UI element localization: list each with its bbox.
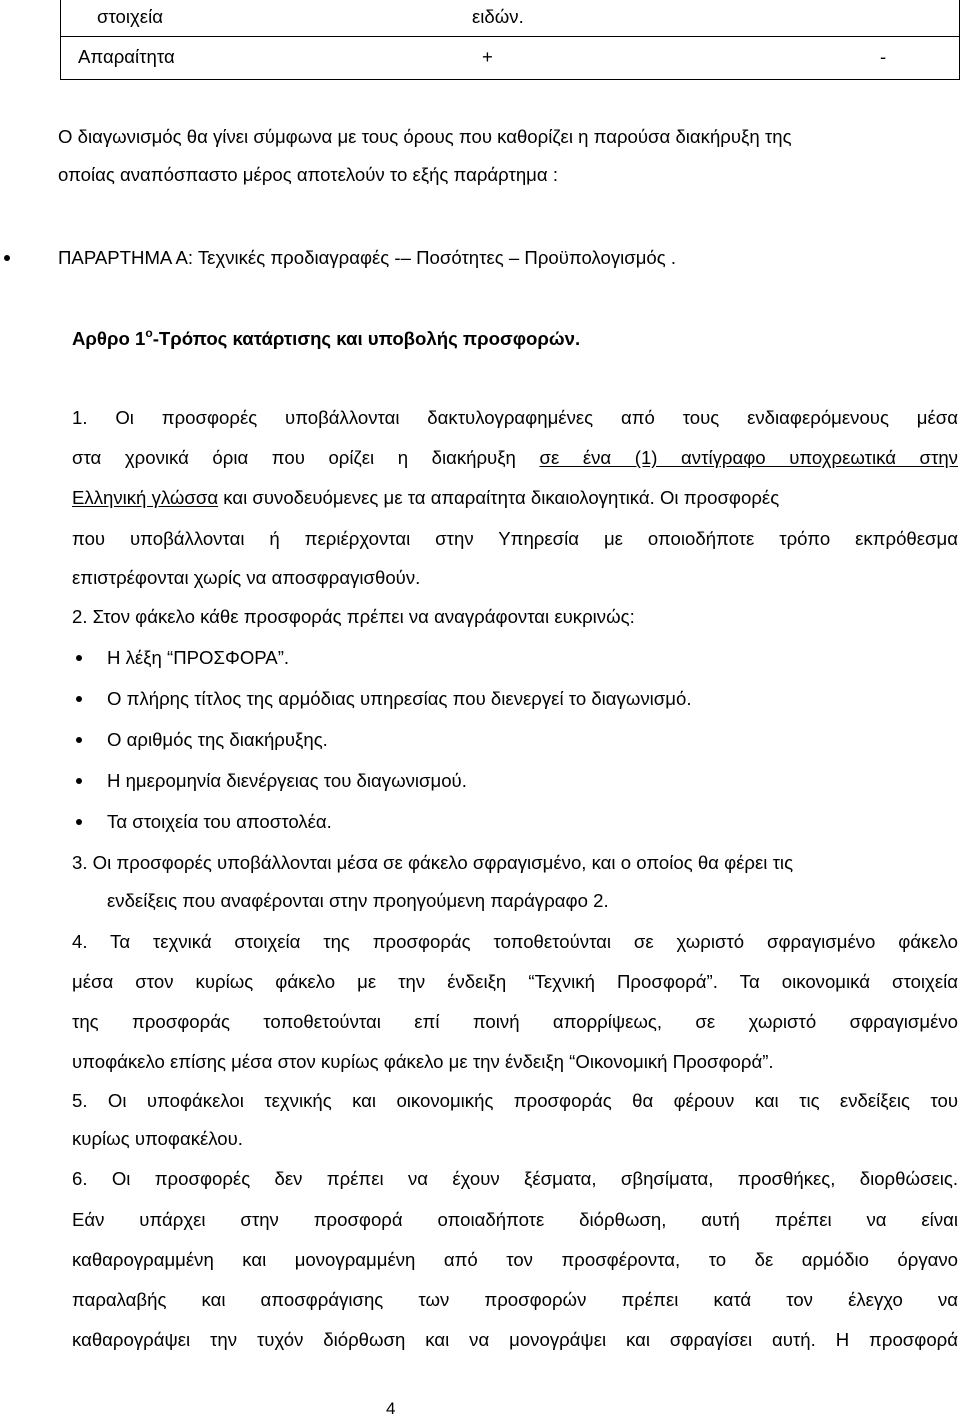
paragraph-6-line: καθαρογράψει την τυχόν διόρθωση και να μονογράψει και σφραγίσει αυτή. Η προσφορά	[72, 1329, 958, 1350]
bullet-icon	[76, 737, 82, 743]
intro-line: Ο διαγωνισμός θα γίνει σύμφωνα με τους όρους που καθορίζει η παρούσα διακήρυξη της	[58, 126, 792, 147]
bullet-icon	[76, 655, 82, 661]
paragraph-1-line: στα χρονικά όρια που ορίζει η διακήρυξη σε ένα (1) αντίγραφο υποχρεωτικά στην	[72, 447, 958, 468]
page-number: 4	[386, 1399, 396, 1418]
bullet-icon	[76, 696, 82, 702]
intro-line: οποίας αναπόσπαστο μέρος αποτελούν το εξής παράρτημα :	[58, 164, 558, 185]
bullet-icon	[76, 819, 82, 825]
paragraph-1-line: επιστρέφονται χωρίς να αποσφραγισθούν.	[72, 567, 421, 588]
list-item: Ο αριθμός της διακήρυξης.	[107, 729, 328, 750]
paragraph-1-line: που υποβάλλονται ή περιέρχονται στην Υπηρεσία με οποιοδήποτε τρόπο εκπρόθεσμα	[72, 528, 958, 549]
paragraph-4-line: μέσα στον κυρίως φάκελο με την ένδειξη “Τεχνική Προσφορά”. Τα οικονομικά στοιχεία	[72, 971, 958, 992]
bullet-icon	[4, 255, 10, 261]
paragraph-4-line: της προσφοράς τοποθετούνται επί ποινή απορρίψεως, σε χωριστό σφραγισμένο	[72, 1011, 958, 1032]
table-cell: στοιχεία	[97, 6, 163, 27]
paragraph-1-line: 1. Οι προσφορές υποβάλλονται δακτυλογραφημένες από τους ενδιαφερόμενους μέσα	[72, 407, 958, 428]
paragraph-5-line: 5. Οι υποφάκελοι τεχνικής και οικονομικής προσφοράς θα φέρουν και τις ενδείξεις του	[72, 1090, 958, 1111]
paragraph-4-line: 4. Τα τεχνικά στοιχεία της προσφοράς τοποθετούνται σε χωριστό σφραγισμένο φάκελο	[72, 931, 958, 952]
paragraph-3-line: ενδείξεις που αναφέρονται στην προηγούμενη παράγραφο 2.	[107, 890, 609, 911]
table-cell: ειδών.	[472, 6, 524, 27]
table-cell: -	[880, 46, 887, 67]
annex-item: ΠΑΡΑΡΤΗΜΑ Α: Τεχνικές προδιαγραφές -– Ποσότητες – Προϋπολογισμός .	[58, 247, 677, 268]
table-cell: +	[482, 46, 493, 67]
list-item: Η ημερομηνία διενέργειας του διαγωνισμού.	[107, 770, 467, 791]
paragraph-4-line: υποφάκελο επίσης μέσα στον κυρίως φάκελο με την ένδειξη “Οικονομική Προσφορά”.	[72, 1051, 774, 1072]
paragraph-2-title: 2. Στον φάκελο κάθε προσφοράς πρέπει να αναγράφονται ευκρινώς:	[72, 606, 635, 627]
list-item: Τα στοιχεία του αποστολέα.	[107, 811, 332, 832]
paragraph-6-line: καθαρογραμμένη και μονογραμμένη από τον προσφέροντα, το δε αρμόδιο όργανο	[72, 1249, 958, 1270]
paragraph-6-line: παραλαβής και αποσφράγισης των προσφορών πρέπει κατά τον έλεγχο να	[72, 1289, 958, 1310]
paragraph-5-line: κυρίως υποφακέλου.	[72, 1128, 243, 1149]
list-item: Η λέξη “ΠΡΟΣΦΟΡΑ”.	[107, 647, 290, 668]
list-item: Ο πλήρης τίτλος της αρμόδιας υπηρεσίας που διενεργεί το διαγωνισμό.	[107, 688, 692, 709]
paragraph-6-line: Εάν υπάρχει στην προσφορά οποιαδήποτε διόρθωση, αυτή πρέπει να είναι	[72, 1209, 958, 1230]
bullet-icon	[76, 778, 82, 784]
paragraph-3-line: 3. Οι προσφορές υποβάλλονται μέσα σε φάκελο σφραγισμένο, και ο οποίος θα φέρει τις	[72, 852, 794, 873]
article-heading: Αρθρο $1^o$-Τρόπος κατάρτισης και υποβολής προσφορών.	[72, 326, 581, 349]
paragraph-6-line: 6. Οι προσφορές δεν πρέπει να έχουν ξέσματα, σβησίματα, προσθήκες, διορθώσεις.	[72, 1168, 958, 1189]
paragraph-1-line: Ελληνική γλώσσα και συνοδευόμενες με τα απαραίτητα δικαιολογητικά. Οι προσφορές	[72, 487, 780, 508]
table-cell: Απαραίτητα	[78, 46, 175, 67]
